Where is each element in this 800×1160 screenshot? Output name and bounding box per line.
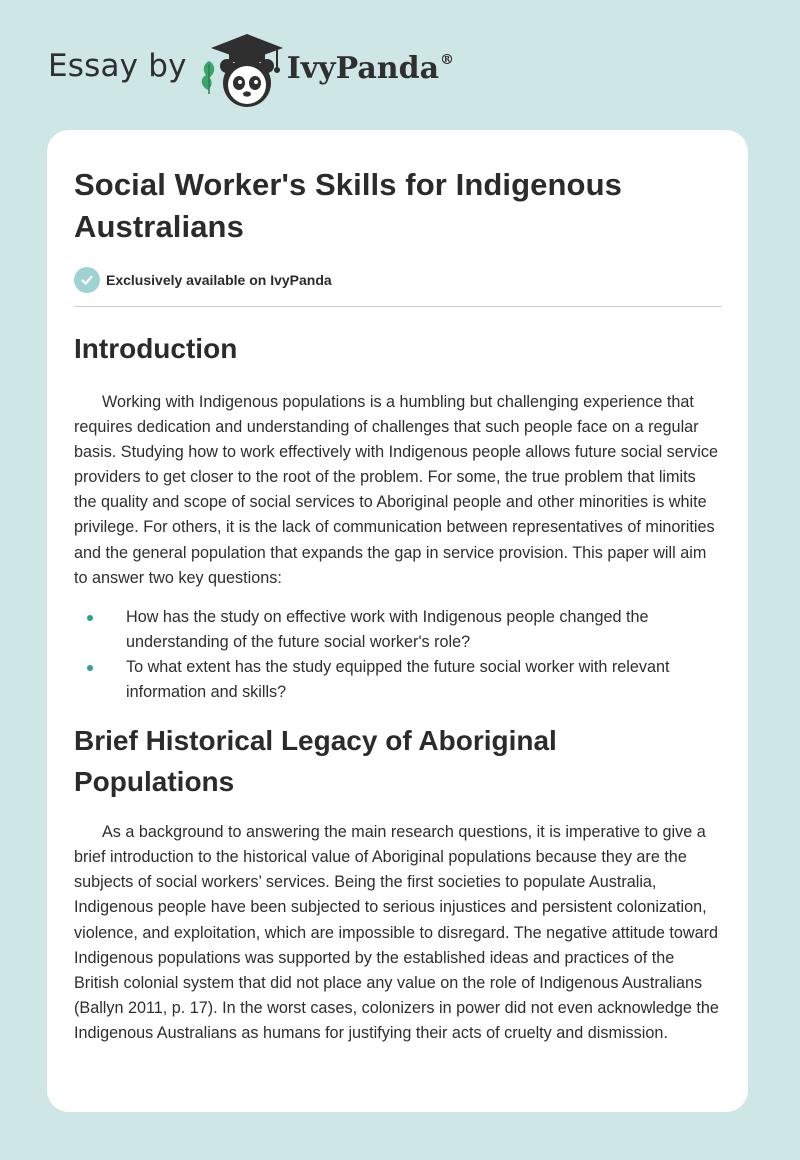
essay-card	[47, 130, 748, 1112]
introduction-paragraph: Working with Indigenous populations is a humbling but challenging experience that requires dedication and understanding of challenges that such people face on a regular basis. Studying how to work effectively with Indigenous people allows future social service providers to get closer to the root of the problem. For some, the true problem that limits the quality and scope of social services to Aboriginal people and other minorities is white privilege. For others, it is the lack of communication between representatives of minorities and the general population that expands the gap in service provision. This paper will aim to answer two key questions:	[74, 393, 718, 587]
historical-legacy-paragraph: As a background to answering the main research questions, it is imperative to give a brief introduction to the historical value of Aboriginal populations because they are the subjects of social workers’ services. Being the first societies to populate Australia, Indigenous people have been subjected to serious injustices and persistent colonization, violence, and exploitation, which are impossible to disregard. The negative attitude toward Indigenous populations was supported by the established ideas and practices of the British colonial system that did not place any value on the role of Indigenous Australians (Ballyn 2011, p. 17). In the worst cases, colonizers in power did not even acknowledge the Indigenous Australians as humans for justifying their acts of cruelty and dismission.	[74, 823, 719, 1042]
list-item: To what extent has the study equipped the future social worker with relevant information and skills?	[74, 655, 722, 705]
exclusive-badge-text: Exclusively available on IvyPanda	[106, 272, 332, 288]
bullet-dot	[87, 615, 93, 621]
bullet-dot	[87, 665, 93, 671]
list-item: How has the study on effective work with Indigenous people changed the understanding of the future social worker's role?	[74, 605, 722, 655]
check-circle-icon	[74, 267, 100, 293]
section-heading-historical-legacy: Brief Historical Legacy of Aboriginal Populations	[74, 725, 557, 798]
site-header	[48, 28, 454, 112]
panda-logo-icon	[197, 28, 289, 112]
registered-mark: ®	[440, 51, 455, 68]
essay-by-label: Essay by	[48, 48, 187, 84]
research-questions-list	[74, 605, 722, 705]
essay-title: Social Worker's Skills for Indigenous Australians	[74, 167, 622, 244]
exclusive-badge	[74, 267, 722, 293]
divider	[74, 306, 722, 307]
brand-name: IvyPanda®	[286, 50, 455, 86]
section-heading-introduction: Introduction	[74, 333, 238, 364]
